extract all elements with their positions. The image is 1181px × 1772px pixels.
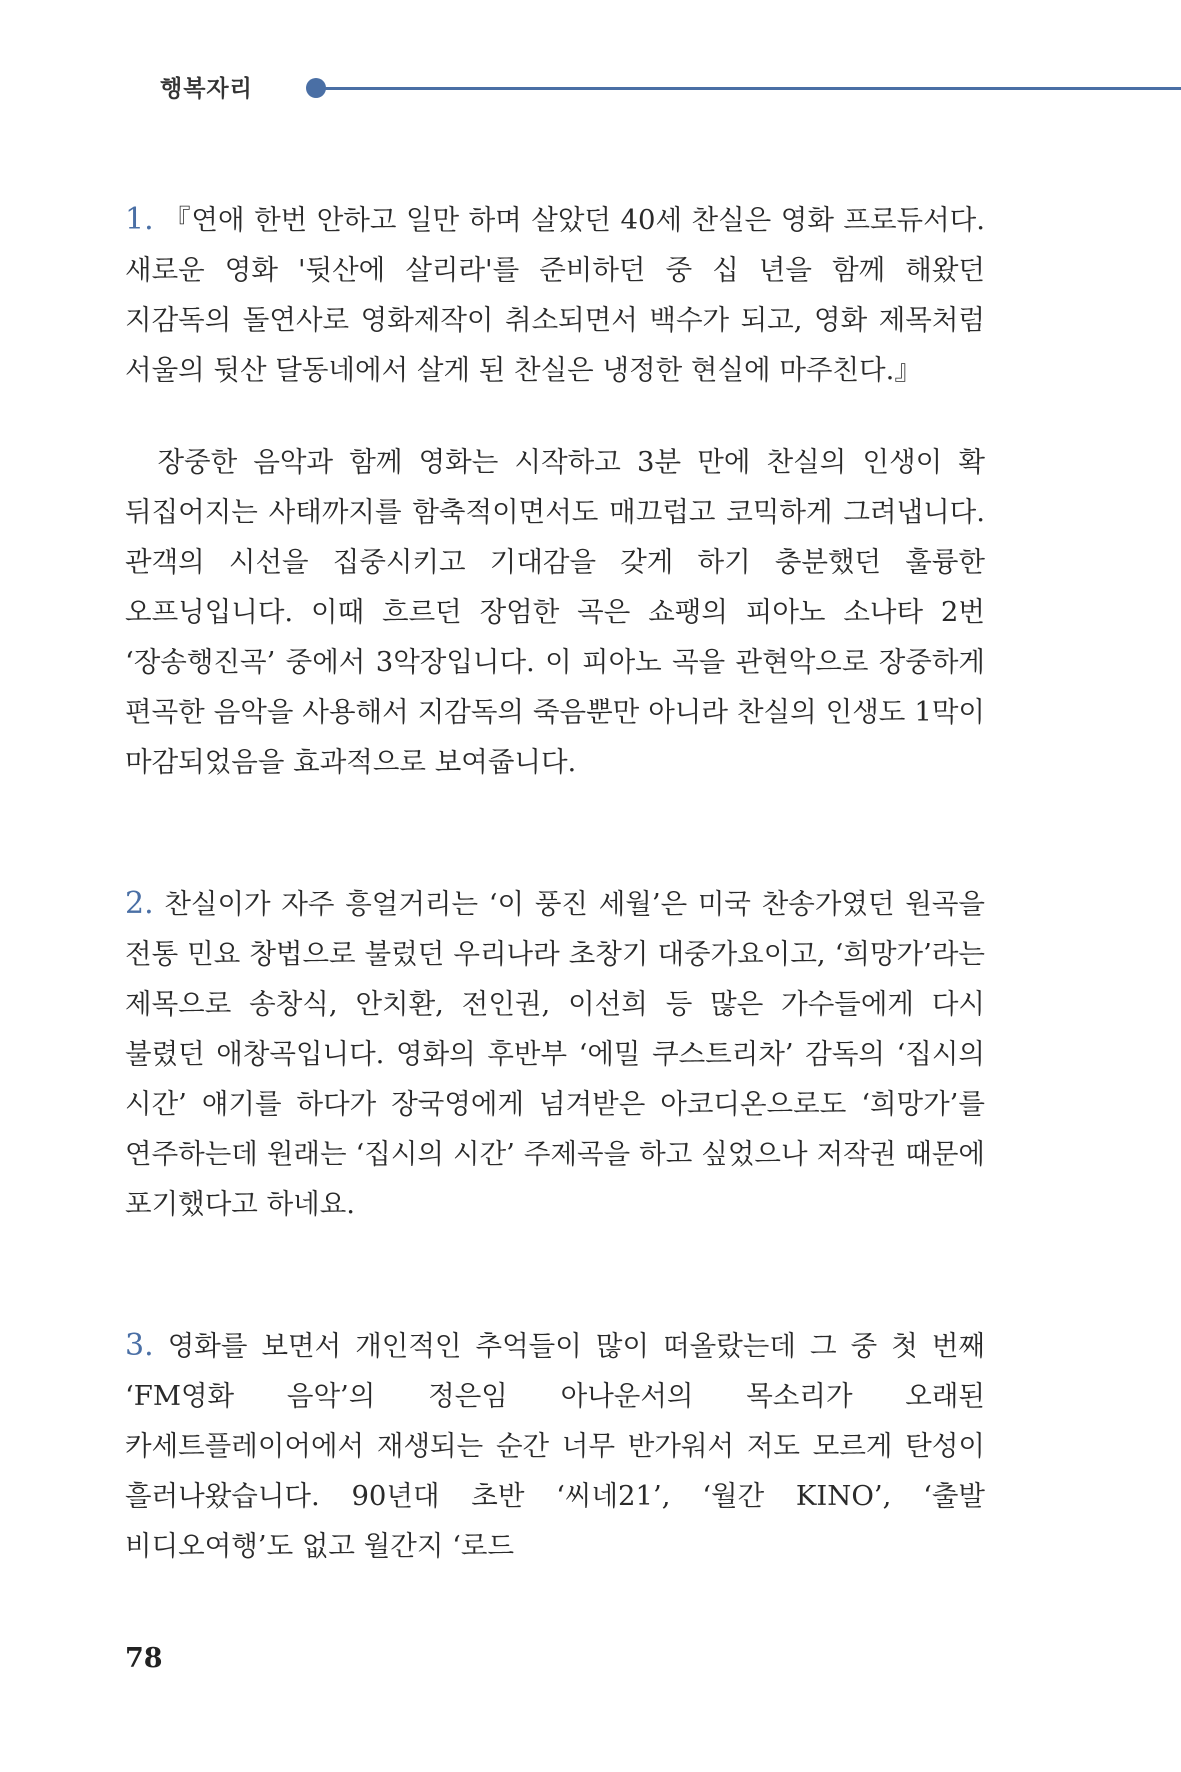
item-number: 3.: [125, 1328, 154, 1363]
paragraph-1: [125, 195, 985, 395]
page-body: [125, 195, 994, 1571]
header-rule: [318, 87, 1181, 90]
paragraph-text: 『연애 한번 안하고 일만 하며 살았던 40세 찬실은 영화 프로듀서다. 새로운 영화 '뒷산에 살리라'를 준비하던 중 십 년을 함께 해왔던 지감독의 돌연사로 영화제작이 취소되면서 백수가 되고, 영화 제목처럼 서울의 뒷산 달동네에서 살게 된 찬실은 냉정한 현실에 마주친다.』: [125, 204, 985, 386]
paragraph-text: 영화를 보면서 개인적인 추억들이 많이 떠올랐는데 그 중 첫 번째 ‘FM영화 음악’의 정은임 아나운서의 목소리가 오래된 카세트플레이어에서 재생되는 순간 너무 반가워서 저도 모르게 탄성이 흘러나왔습니다. 90년대 초반 ‘씨네21’, ‘월간 KINO’, ‘출발 비디오여행’도 없고 월간지 ‘로드: [125, 1330, 986, 1562]
page-number: 78: [125, 1643, 163, 1674]
paragraph-text: 찬실이가 자주 흥얼거리는 ‘이 풍진 세월’은 미국 찬송가였던 원곡을 전통 민요 창법으로 불렀던 우리나라 초창기 대중가요이고, ‘희망가’라는 제목으로 송창식, 안치환, 전인권, 이선희 등 많은 가수들에게 다시 불렸던 애창곡입니다. 영화의 후반부 ‘에밀 쿠스트리차’ 감독의 ‘집시의 시간’ 얘기를 하다가 장국영에게 넘겨받은 아코디온으로도 ‘희망가’를 연주하는데 원래는 ‘집시의 시간’ 주제곡을 하고 싶었으나 저작권 때문에 포기했다고 하네요.: [125, 888, 985, 1220]
paragraph-1-commentary: [125, 437, 994, 787]
paragraph-text: 장중한 음악과 함께 영화는 시작하고 3분 만에 찬실의 인생이 확 뒤집어지는 사태까지를 함축적이면서도 매끄럽고 코믹하게 그려냅니다. 관객의 시선을 집중시키고 기대감을 갖게 하기 충분했던 훌륭한 오프닝입니다. 이때 흐르던 장엄한 곡은 쇼팽의 피아노 소나타 2번 ‘장송행진곡’ 중에서 3악장입니다. 이 피아노 곡을 관현악으로 장중하게 편곡한 음악을 사용해서 지감독의 죽음뿐만 아니라 찬실의 인생도 1막이 마감되었음을 효과적으로 보여줍니다.: [125, 446, 994, 778]
paragraph-2: [125, 879, 985, 1229]
paragraph-3: [125, 1321, 985, 1571]
item-number: 2.: [125, 886, 154, 921]
running-title: 행복자리: [160, 76, 253, 102]
item-number: 1.: [125, 202, 154, 237]
